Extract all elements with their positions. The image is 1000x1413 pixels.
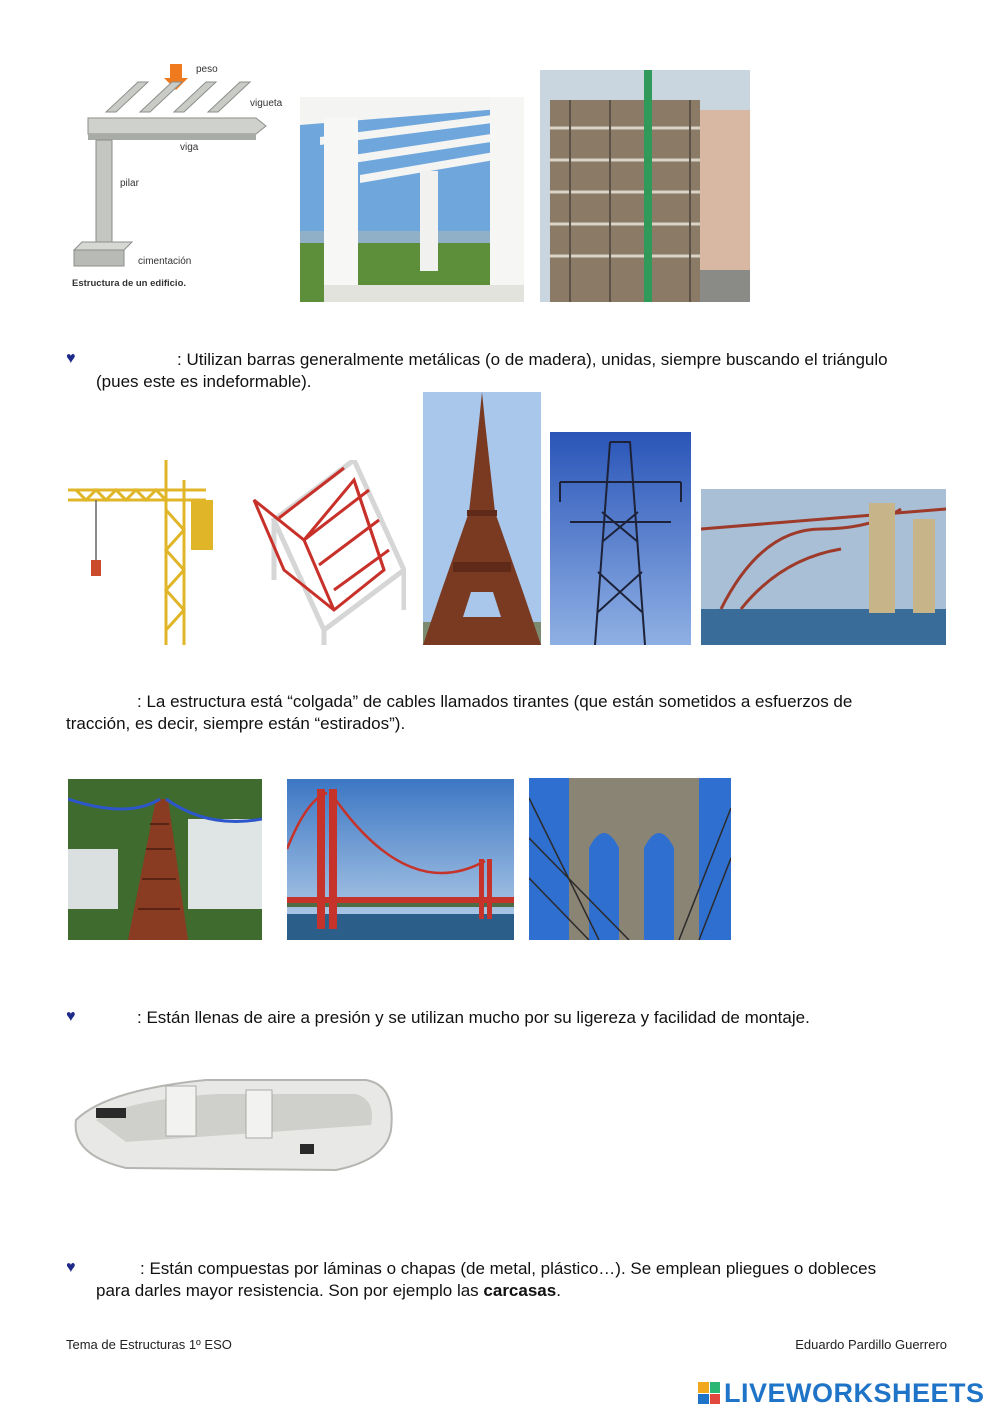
inflatable-boat-photo bbox=[66, 1050, 396, 1190]
liveworksheets-logo[interactable] bbox=[698, 1378, 985, 1408]
liveworksheets-logo-text: LIVEWORKSHEETS bbox=[724, 1377, 985, 1408]
pergola-photo bbox=[300, 97, 524, 302]
neumaticas-text: : Están llenas de aire a presión y se utilizan mucho por su ligereza y facilidad de montaje. bbox=[137, 1008, 810, 1027]
figure-caption: Estructura de un edificio. bbox=[72, 278, 187, 289]
label-peso: peso bbox=[196, 64, 218, 75]
trianguladas-text-line1: : Utilizan barras generalmente metálicas (o de madera), unidas, siempre buscando el triángulo bbox=[177, 350, 888, 369]
footer-right: Eduardo Pardillo Guerrero bbox=[795, 1337, 947, 1352]
golden-gate-bridge-photo bbox=[287, 779, 514, 940]
laminares-text-post: . bbox=[556, 1281, 561, 1300]
power-pylon-photo bbox=[550, 432, 691, 645]
label-viga: viga bbox=[180, 142, 199, 153]
colgadas-text-line2: tracción, es decir, siempre están “estirados”). bbox=[66, 714, 406, 733]
footer-left: Tema de Estructuras 1º ESO bbox=[66, 1337, 232, 1352]
label-vigueta: vigueta bbox=[250, 98, 283, 109]
bullet-icon: ♥ bbox=[66, 1008, 76, 1025]
liveworksheets-icon bbox=[698, 1382, 720, 1404]
laminares-text-pre: para darles mayor resistencia. Son por ejemplo las bbox=[96, 1281, 484, 1300]
building-construction-photo bbox=[540, 70, 750, 302]
carcasas-term: carcasas bbox=[483, 1281, 557, 1300]
laminares-text-line1: : Están compuestas por láminas o chapas (de metal, plástico…). Se emplean pliegues o dobleces bbox=[140, 1259, 877, 1278]
forth-bridge-photo bbox=[701, 489, 946, 645]
bullet-icon: ♥ bbox=[66, 1259, 76, 1276]
tower-crane-photo bbox=[66, 460, 216, 645]
brooklyn-bridge-photo bbox=[529, 778, 731, 940]
label-pilar: pilar bbox=[120, 178, 139, 189]
rope-bridge-photo bbox=[68, 779, 262, 940]
eiffel-tower-photo bbox=[423, 392, 541, 645]
trianguladas-text-line2: (pues este es indeformable). bbox=[96, 372, 312, 391]
bullet-icon: ♥ bbox=[66, 350, 76, 367]
label-cimentacion: cimentación bbox=[138, 256, 192, 267]
laminares-text-line2 bbox=[96, 1280, 561, 1302]
colgadas-text-line1: : La estructura está “colgada” de cables llamados tirantes (que están sometidos a esfuerzos de bbox=[137, 692, 853, 711]
building-structure-diagram bbox=[66, 60, 288, 296]
roof-truss-diagram bbox=[244, 460, 406, 645]
